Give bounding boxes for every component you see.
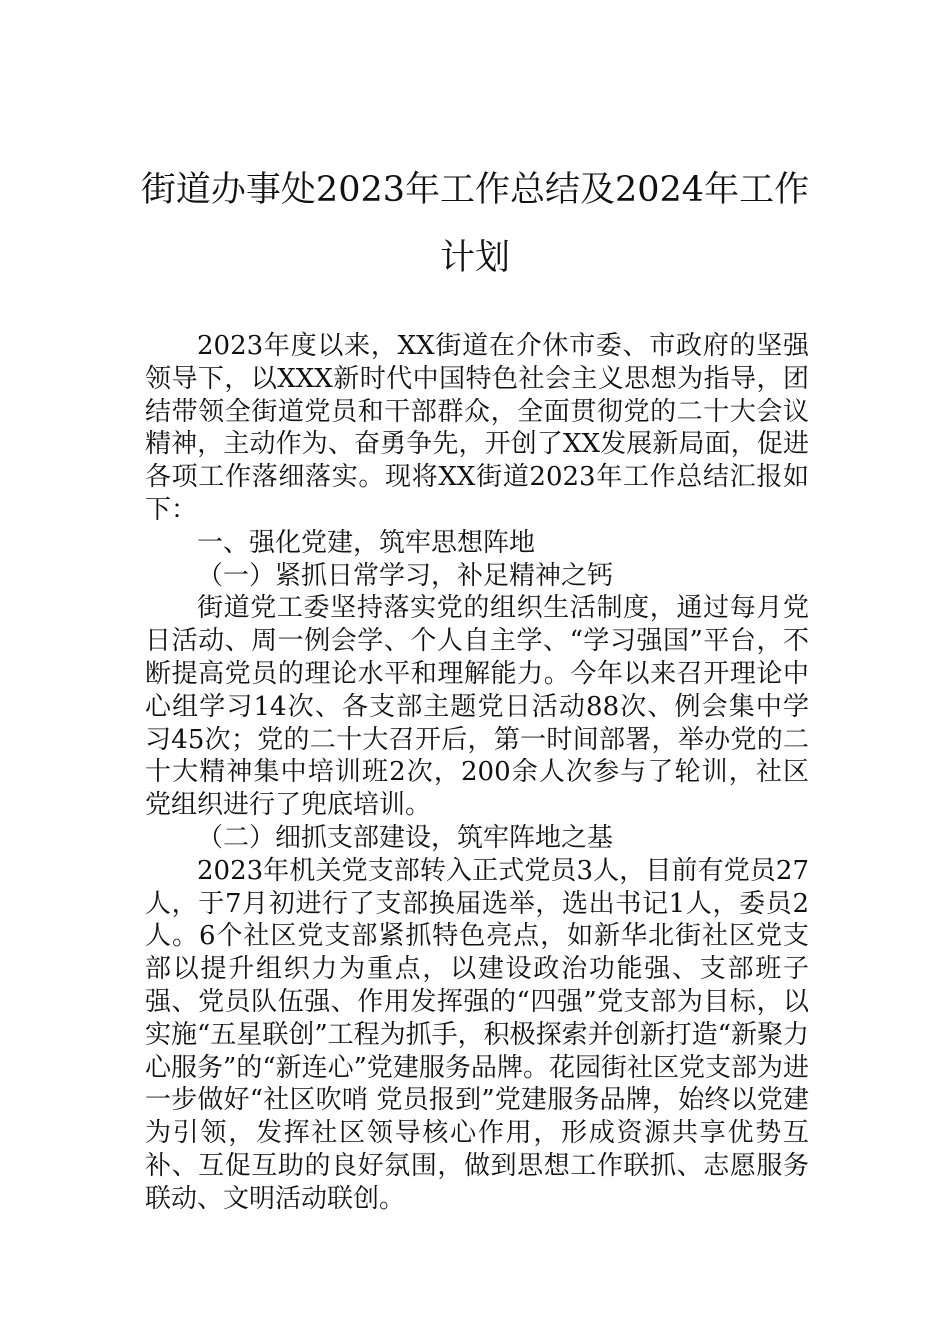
subsection-body-1: 街道党工委坚持落实党的组织生活制度，通过每月党日活动、周一例会学、个人自主学、“学习强国”平台，不断提高党员的理论水平和理解能力。今年以来召开理论中心组学习14次、各支部主题党日活动88次、例会集中学习45次；党的二十大召开后，第一时间部署，举办党的二十大精神集中培训班2次，200余人次参与了轮训，社区党组织进行了兜底培训。 <box>145 593 809 821</box>
subsection-heading-2: （二）细抓支部建设，筑牢阵地之基 <box>197 822 614 853</box>
document-title-line2: 计划 <box>439 238 510 278</box>
intro-paragraph: 2023年度以来，XX街道在介休市委、市政府的坚强领导下，以XXX新时代中国特色社会主义思想为指导，团结带领全街道党员和干部群众，全面贯彻党的二十大会议精神，主动作为、奋勇争先，开创了XX发展新局面，促进各项工作落细落实。现将XX街道2023年工作总结汇报如下： <box>145 331 809 525</box>
section-heading-1: 一、强化党建，筑牢思想阵地 <box>197 527 536 558</box>
subsection-body-2: 2023年机关党支部转入正式党员3人，目前有党员27人，于7月初进行了支部换届选举，选出书记1人，委员2人。6个社区党支部紧抓特色亮点，如新华北街社区党支部以提升组织力为重点，以建设政治功能强、支部班子强、党员队伍强、作用发挥强的“四强”党支部为目标，以实施“五星联创”工程为抓手，积极探索并创新打造“新聚力 心服务”的“新连心”党建服务品牌。花园街社区党支部为进一步做好“社区吹哨 党员报到”党建服务品牌，始终以党建为引领，发挥社区领导核心作用，形成资源共享优势互补、互促互助的良好氛围，做到思想工作联抓、志愿服务联动、文明活动联创。 <box>145 855 809 1214</box>
document-body <box>145 330 809 1216</box>
document-title-line1: 街道办事处2023年工作总结及2024年工作 <box>140 170 810 210</box>
subsection-heading-1: （一）紧抓日常学习，补足精神之钙 <box>197 560 614 591</box>
